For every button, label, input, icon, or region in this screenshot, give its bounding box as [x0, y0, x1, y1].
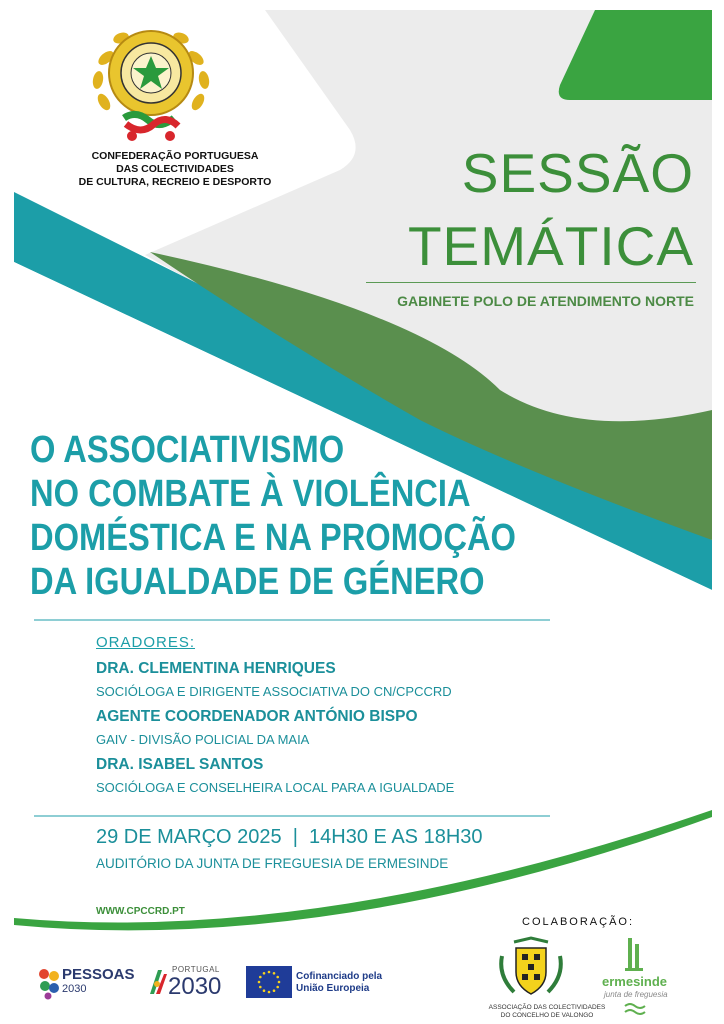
ermesinde-logo-name: ermesinde	[602, 974, 668, 989]
ermesinde-tower-icon	[622, 936, 648, 972]
portugal-logo-label: PORTUGAL	[172, 965, 220, 974]
headline	[30, 428, 516, 604]
org-name-line: CONFEDERAÇÃO PORTUGUESA	[91, 150, 259, 162]
org-name-line: DAS COLECTIVIDADES	[116, 163, 234, 175]
headline-line: DA IGUALDADE DE GÉNERO	[30, 561, 485, 603]
portugal-2030-mark-icon	[148, 968, 168, 996]
speaker-name: DRA. ISABEL SANTOS	[96, 756, 264, 773]
title-divider	[366, 282, 696, 283]
pessoas-logo-year: 2030	[62, 983, 87, 995]
speaker-role: SOCIÓLOGA E DIRIGENTE ASSOCIATIVA DO CN/CPCCRD	[96, 684, 452, 699]
organization-name	[40, 150, 310, 189]
speaker-name: AGENTE COORDENADOR ANTÓNIO BISPO	[96, 708, 418, 725]
eu-text-line: União Europeia	[296, 983, 370, 994]
confederation-emblem	[86, 18, 216, 148]
speaker-role: GAIV - DIVISÃO POLICIAL DA MAIA	[96, 732, 310, 747]
speakers-label: ORADORES:	[96, 634, 196, 651]
org-name-line: DE CULTURA, RECREIO E DESPORTO	[78, 176, 272, 188]
headline-line: O ASSOCIATIVISMO	[30, 429, 345, 471]
eu-text-line: Cofinanciado pela	[296, 971, 383, 982]
subtitle: GABINETE POLO DE ATENDIMENTO NORTE	[397, 293, 694, 309]
valongo-text-line: ASSOCIAÇÃO DAS COLECTIVIDADES	[488, 1004, 606, 1011]
speaker-role: SOCIÓLOGA E CONSELHEIRA LOCAL PARA A IGUALDADE	[96, 780, 455, 795]
headline-line: DOMÉSTICA E NA PROMOÇÃO	[30, 517, 516, 559]
pessoas-logo-title: PESSOAS	[62, 966, 135, 983]
valongo-association-emblem-icon	[496, 936, 566, 1002]
portugal-logo-year: 2030	[168, 973, 222, 1000]
ermesinde-logo-subtitle: junta de freguesia	[604, 990, 668, 999]
valongo-text-line: DO CONCELHO DE VALONGO	[500, 1012, 594, 1019]
eu-cofinance-text	[296, 971, 382, 995]
event-date-time: 29 DE MARÇO 2025 | 14H30 E AS 18H30	[96, 826, 483, 848]
valongo-association-name	[472, 1004, 622, 1020]
eu-flag-icon	[246, 966, 292, 998]
ermesinde-wave-icon	[624, 1002, 646, 1016]
headline-line: NO COMBATE À VIOLÊNCIA	[30, 473, 471, 515]
speaker-name: DRA. CLEMENTINA HENRIQUES	[96, 660, 336, 677]
collaboration-label: COLABORAÇÃO:	[522, 916, 635, 928]
pessoas-2030-logo-icon	[36, 966, 62, 1000]
event-venue: AUDITÓRIO DA JUNTA DE FREGUESIA DE ERMESINDE	[96, 856, 449, 871]
title-line-2: TEMÁTICA	[407, 215, 694, 277]
title-line-1: SESSÃO	[461, 142, 694, 204]
website-link[interactable]: WWW.CPCCRD.PT	[96, 906, 185, 917]
